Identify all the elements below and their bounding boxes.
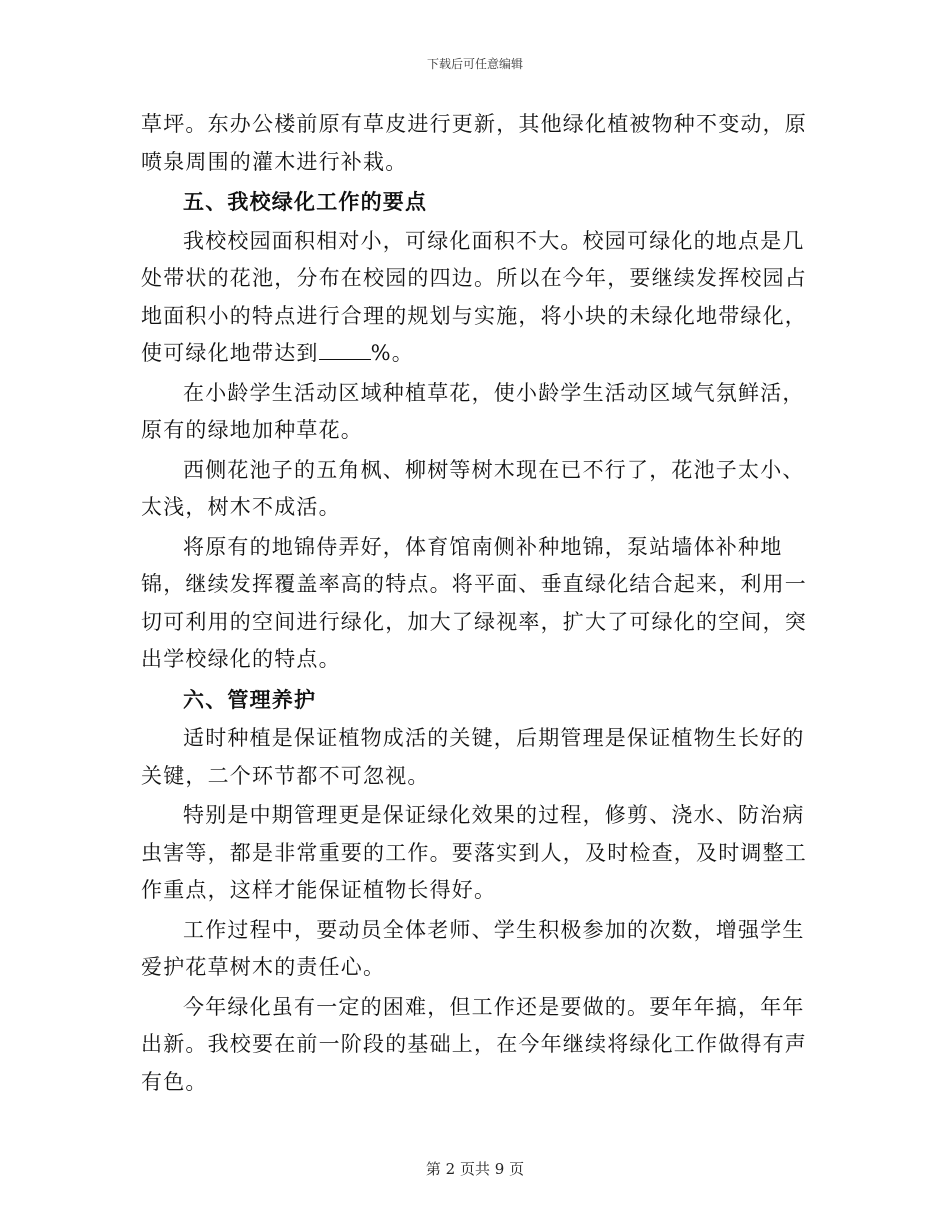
paragraph-continuation: 草坪。东办公楼前原有草皮进行更新，其他绿化植被物种不变动，原喷泉周围的灌木进行补栽。 xyxy=(141,112,807,174)
paragraph-young-students-area: 在小龄学生活动区域种植草花，使小龄学生活动区域气氛鲜活，原有的绿地加种草花。 xyxy=(141,380,805,442)
paragraph-campus-area-text: 我校校园面积相对小，可绿化面积不大。校园可绿化的地点是几处带状的花池，分布在校园的四边。所以在今年，要继续发挥校园占地面积小的特点进行合理的规划与实施，将小块的未绿化地带绿化，使可绿化地带达到 xyxy=(141,228,807,365)
paragraph-ivy-greening: 将原有的地锦侍弄好，体育馆南侧补种地锦，泵站墙体补种地锦，继续发挥覆盖率高的特点。将平面、垂直绿化结合起来，利用一切可利用的空间进行绿化，加大了绿视率，扩大了可绿化的空间，突出学校绿化的特点。 xyxy=(141,534,807,671)
document-body xyxy=(141,106,813,1103)
page-header: 下载后可任意编辑 xyxy=(426,57,523,71)
paragraph-west-flower-bed: 西侧花池子的五角枫、柳树等树木现在已不行了，花池子太小、太浅，树木不成活。 xyxy=(141,457,805,519)
paragraph-mid-term-management: 特别是中期管理更是保证绿化效果的过程，修剪、浇水、防治病虫害等，都是非常重要的工作。要落实到人，及时检查，及时调整工作重点，这样才能保证植物长得好。 xyxy=(141,803,807,902)
paragraph-campus-area xyxy=(141,223,813,373)
paragraph-conclusion: 今年绿化虽有一定的困难，但工作还是要做的。要年年搞，年年出新。我校要在前一阶段的基础上，在今年继续将绿化工作做得有声有色。 xyxy=(141,994,807,1094)
paragraph-planting-timing: 适时种植是保证植物成活的关键，后期管理是保证植物生长好的关键，二个环节都不可忽视。 xyxy=(141,726,805,788)
paragraph-mobilization: 工作过程中，要动员全体老师、学生积极参加的次数，增强学生爱护花草树木的责任心。 xyxy=(141,917,805,979)
paragraph-campus-area-suffix: %。 xyxy=(370,341,414,365)
section-heading-5: 五、我校绿化工作的要点 xyxy=(183,189,428,214)
section-heading-6: 六、管理养护 xyxy=(183,686,317,712)
fill-in-blank xyxy=(319,341,371,360)
page-footer: 第 2 页共 9 页 xyxy=(425,1160,525,1178)
